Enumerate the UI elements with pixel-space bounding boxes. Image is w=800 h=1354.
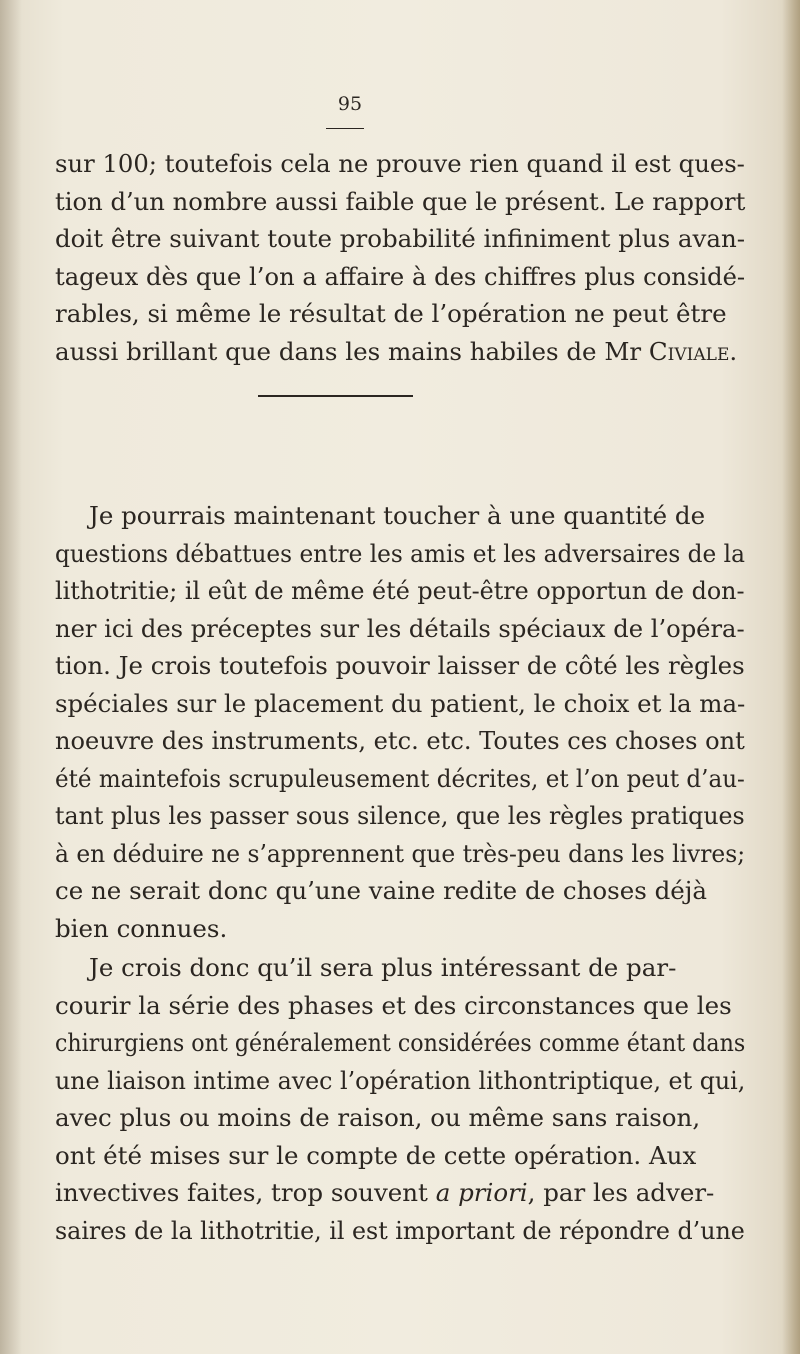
text-fragment: , par les adver- — [527, 1178, 715, 1207]
section-divider — [258, 395, 413, 397]
binding-shadow — [0, 0, 22, 1354]
page-edge — [782, 0, 800, 1354]
text-line: avec plus ou moins de raison, ou même sans raison, — [55, 1103, 701, 1132]
text-line — [55, 1174, 745, 1212]
paragraph-2 — [55, 497, 745, 947]
text-line: doit être suivant toute probabilité infiniment plus avan- — [55, 224, 746, 253]
text-line: été maintefois scrupuleusement décrites, et l’on peut d’au- — [55, 763, 745, 793]
text-line: ner ici des préceptes sur les détails spéciaux de l’opéra- — [55, 613, 745, 643]
text-line: Je pourrais maintenant toucher à une quantité de — [89, 501, 706, 530]
text-line: noeuvre des instruments, etc. etc. Toutes ces choses ont — [55, 726, 745, 755]
text-line: tion. Je crois toutefois pouvoir laisser de côté les règles — [55, 651, 745, 680]
text-line: sur 100; toutefois cela ne prouve rien quand il est ques- — [55, 149, 745, 178]
text-line — [55, 333, 745, 371]
page-number: 95 — [337, 93, 363, 115]
italic-phrase: a priori — [435, 1178, 528, 1207]
author-name: Civiale. — [648, 336, 738, 366]
text-line: tant plus les passer sous silence, que les règles pratiques — [55, 801, 745, 830]
text-line: bien connues. — [55, 913, 228, 943]
text-fragment: aussi brillant que dans les mains habiles de Mr — [55, 336, 649, 366]
text-line: questions débattues entre les amis et les adversaires de la — [55, 538, 745, 568]
text-line: saires de la lithotritie, il est important de répondre d’une — [55, 1215, 745, 1245]
text-line: une liaison intime avec l’opération lithontriptique, et qui, — [55, 1065, 746, 1095]
text-line: ce ne serait donc qu’une vaine redite de choses déjà — [55, 876, 708, 905]
text-line: tageux dès que l’on a affaire à des chiffres plus considé- — [55, 261, 746, 291]
text-line: courir la série des phases et des circonstances que les — [55, 990, 732, 1020]
text-line: Je crois donc qu’il sera plus intéressant de par- — [89, 953, 677, 982]
text-line: à en déduire ne s’apprennent que très-peu dans les livres; — [55, 838, 746, 868]
text-line: rables, si même le résultat de l’opération ne peut être — [55, 299, 727, 328]
paragraph-3 — [55, 949, 745, 1249]
text-line: lithotritie; il eût de même été peut-être opportun de don- — [55, 576, 745, 605]
text-line: chirurgiens ont généralement considérées comme étant dans — [55, 1028, 746, 1057]
paragraph-1 — [55, 145, 745, 370]
page-number-underline — [326, 128, 364, 129]
text-fragment: invectives faites, trop souvent — [55, 1178, 436, 1207]
text-line: ont été mises sur le compte de cette opération. Aux — [55, 1140, 697, 1170]
text-line: spéciales sur le placement du patient, le choix et la ma- — [55, 688, 746, 718]
text-line: tion d’un nombre aussi faible que le présent. Le rapport — [55, 186, 746, 216]
